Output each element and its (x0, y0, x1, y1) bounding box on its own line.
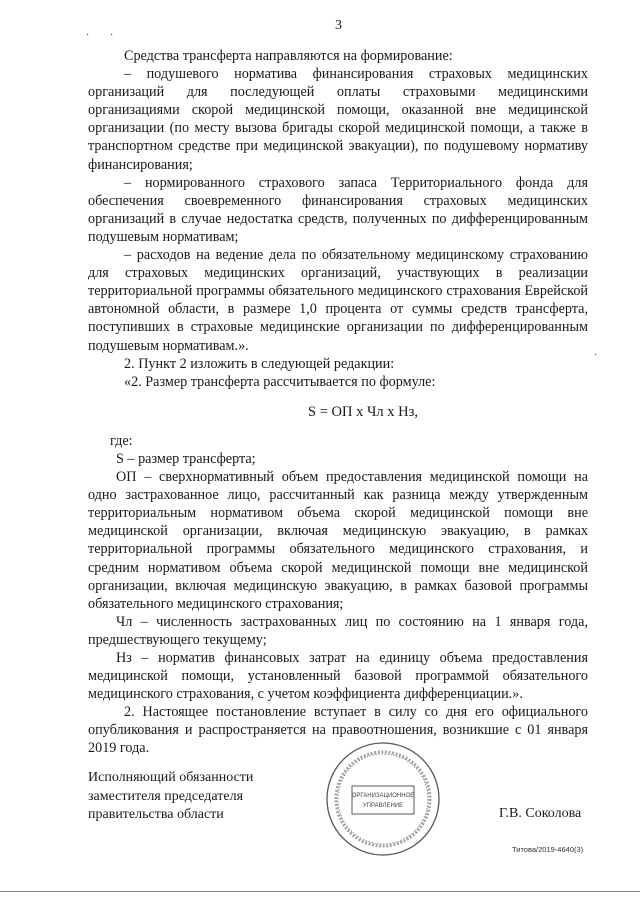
definition-chl: Чл – численность застрахованных лиц по состоянию на 1 января года, предшествующего текущему; (88, 613, 588, 648)
definition-s: S – размер трансферта; (116, 450, 256, 467)
formula-where-label: где: (110, 432, 133, 449)
paragraph-per-capita-standard: – подушевого норматива финансирования страховых медицинских организаций для последующей оплаты страховыми медицинскими организациями скорой медицинской помощи, оказанной вне медицинской организации (по месту вызова бригады скорой медицинской помощи, а также в транспортном средстве при медицинской эвакуации), по подушевому нормативу финансирования; (88, 66, 588, 173)
scan-speck: · (110, 30, 114, 41)
definition-op: ОП – сверхнормативный объем предоставления медицинской помощи на одно застрахованное лицо, рассчитанный как разница между утвержденным территориальным нормативом объема скорой медицинской помощи вне медицинской организации, включая медицинскую эвакуацию, в рамках территориальной программы обязательного медицинского страхования, и средним нормативом объема скорой медицинской помощи вне медицинской организации, включая медицинскую эвакуацию, в рамках базовой программы обязательного медицинского страхования; (88, 469, 588, 612)
document-code: Титова/2019-4640(3) (512, 845, 584, 854)
signature-block (88, 769, 253, 825)
page-number: 3 (335, 18, 342, 33)
signer-title-line-2: заместителя председателя (88, 788, 244, 804)
paragraph-item-2-amendment: 2. Пункт 2 изложить в следующей редакции: (124, 355, 395, 372)
paragraph-insurance-reserve: – нормированного страхового запаса Территориального фонда для обеспечения своевременного финансирования страховых медицинских организаций в случае недостатка средств, полученных по дифференцированным подушевым нормативам; (88, 174, 588, 245)
definition-nz: Нз – норматив финансовых затрат на единицу объема предоставления медицинской помощи, установленный базовой программой обязательного медицинского страхования, с учетом коэффициента дифференциации.». (88, 650, 588, 703)
signer-title-line-1: Исполняющий обязанности (88, 770, 254, 785)
scan-speck: · (594, 350, 598, 361)
official-stamp (322, 738, 444, 860)
paragraph-formula-intro: «2. Размер трансферта рассчитывается по формуле: (124, 373, 436, 390)
paragraph-entry-into-force: 2. Настоящее постановление вступает в силу со дня его официального опубликования и распространяется на правоотношения, возникшие с 01 января 2019 года. (88, 704, 588, 757)
transfer-formula: S = ОП х Чл х Нз, (308, 403, 418, 420)
scan-speck: · (86, 30, 90, 41)
document-body (88, 47, 588, 758)
signer-title-line-3: правительства области (88, 807, 224, 822)
signer-name: Г.В. Соколова (499, 806, 582, 821)
stamp-text-line-1: ОРГАНИЗАЦИОННОЕ (351, 793, 415, 799)
paragraph-administration-costs: – расходов на ведение дела по обязательному медицинскому страхованию для страховых медицинских организаций, участвующих в реализации территориальной программы обязательного медицинского страхования Еврейской автономной области, в размере 1,0 процента от суммы средств трансферта, поступивших в страховые медицинские организации по дифференцированным подушевым нормативам.». (88, 247, 588, 354)
scan-edge-line (0, 891, 640, 892)
stamp-text-line-2: УПРАВЛЕНИЕ (362, 803, 404, 809)
paragraph-transfer-purpose: Средства трансферта направляются на формирование: (124, 48, 453, 64)
